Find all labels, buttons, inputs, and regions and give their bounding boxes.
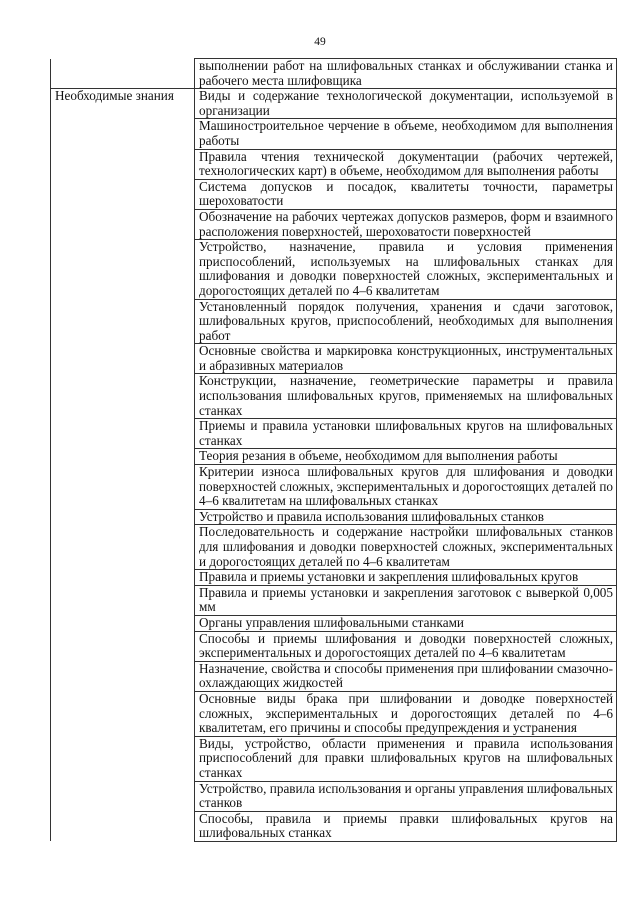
table-row — [51, 89, 617, 119]
knowledge-item: Конструкции, назначение, геометрические параметры и правила использования шлифовальных кругов, применяемых на шлифовальных станках — [195, 374, 617, 419]
table-row — [51, 525, 617, 570]
knowledge-item: Приемы и правила установки шлифовальных кругов на шлифовальных станках — [195, 419, 617, 449]
table-cell-label — [51, 449, 195, 465]
table-cell-label — [51, 615, 195, 631]
table-cell-label — [51, 811, 195, 841]
knowledge-item: Виды, устройство, области применения и правила использования приспособлений для правки шлифовальных кругов на шлифовальных станках — [195, 736, 617, 781]
table-cell-label — [51, 509, 195, 525]
knowledge-item: Виды и содержание технологической документации, используемой в организации — [195, 89, 617, 119]
table-row — [51, 615, 617, 631]
table-row — [51, 179, 617, 209]
table-row — [51, 509, 617, 525]
table-cell-label — [51, 149, 195, 179]
table-row — [51, 449, 617, 465]
table-row — [51, 59, 617, 89]
knowledge-item: Устройство, назначение, правила и условия применения приспособлений, используемых на шлифовальных станках для шлифования и доводки поверхностей сложных, экспериментальных и дорогостоящих деталей по 4–6 квалитетам — [195, 240, 617, 299]
knowledge-item: Правила и приемы установки и закрепления заготовок с выверкой 0,005 мм — [195, 585, 617, 615]
table-cell-label — [51, 661, 195, 691]
knowledge-item: Способы, правила и приемы правки шлифовальных кругов на шлифовальных станках — [195, 811, 617, 841]
table-row — [51, 240, 617, 299]
knowledge-item: Основные свойства и маркировка конструкционных, инструментальных и абразивных материалов — [195, 344, 617, 374]
section-label: Необходимые знания — [51, 89, 195, 119]
table-row — [51, 374, 617, 419]
knowledge-item: Система допусков и посадок, квалитеты точности, параметры шероховатости — [195, 179, 617, 209]
knowledge-item: Устройство, правила использования и органы управления шлифовальных станков — [195, 781, 617, 811]
table-row — [51, 781, 617, 811]
knowledge-item: Критерии износа шлифовальных кругов для шлифования и доводки поверхностей сложных, экспериментальных и дорогостоящих деталей по 4–6 квалитетам на шлифовальных станках — [195, 465, 617, 510]
table-cell-label — [51, 465, 195, 510]
table-cell-label — [51, 240, 195, 299]
knowledge-item: Способы и приемы шлифования и доводки поверхностей сложных, экспериментальных и дорогостоящих деталей по 4–6 квалитетам — [195, 631, 617, 661]
table-row — [51, 209, 617, 239]
table-row — [51, 661, 617, 691]
table-cell-label — [51, 691, 195, 736]
table-cell-label — [51, 631, 195, 661]
table-row — [51, 344, 617, 374]
knowledge-table-container — [50, 58, 616, 842]
table-row — [51, 631, 617, 661]
table-cell-label — [51, 585, 195, 615]
knowledge-item: Последовательность и содержание настройки шлифовальных станков для шлифования и доводки поверхностей сложных, экспериментальных и дорогостоящих деталей по 4–6 квалитетам — [195, 525, 617, 570]
knowledge-item: Основные виды брака при шлифовании и доводке поверхностей сложных, экспериментальных и дорогостоящих деталей по 4–6 квалитетам, его причины и способы предупреждения и устранения — [195, 691, 617, 736]
table-cell-label — [51, 59, 195, 89]
table-row — [51, 585, 617, 615]
table-cell-label — [51, 209, 195, 239]
table-row — [51, 811, 617, 841]
table-cell-label — [51, 374, 195, 419]
table-cell-label — [51, 781, 195, 811]
table-cell-label — [51, 119, 195, 149]
table-row — [51, 691, 617, 736]
knowledge-item: Правила чтения технической документации (рабочих чертежей, технологических карт) в объеме, необходимом для выполнения работы — [195, 149, 617, 179]
table-row — [51, 570, 617, 586]
table-row — [51, 736, 617, 781]
knowledge-item: Машиностроительное черчение в объеме, необходимом для выполнения работы — [195, 119, 617, 149]
table-cell-label — [51, 525, 195, 570]
knowledge-item: Устройство и правила использования шлифовальных станков — [195, 509, 617, 525]
knowledge-item: Обозначение на рабочих чертежах допусков размеров, форм и взаимного расположения поверхностей, шероховатости поверхностей — [195, 209, 617, 239]
knowledge-item: Органы управления шлифовальными станками — [195, 615, 617, 631]
table-row — [51, 419, 617, 449]
table-row — [51, 299, 617, 344]
table-cell-label — [51, 736, 195, 781]
page-number: 49 — [314, 36, 326, 48]
table-cell-content: выполнении работ на шлифовальных станках и обслуживании станка и рабочего места шлифовщика — [195, 59, 617, 89]
knowledge-table-body — [51, 59, 617, 842]
table-row — [51, 119, 617, 149]
table-row — [51, 465, 617, 510]
knowledge-item: Установленный порядок получения, хранения и сдачи заготовок, шлифовальных кругов, приспособлений, необходимых для выполнения работ — [195, 299, 617, 344]
knowledge-table — [50, 58, 617, 842]
table-cell-label — [51, 570, 195, 586]
table-cell-label — [51, 179, 195, 209]
table-row — [51, 149, 617, 179]
knowledge-item: Назначение, свойства и способы применения при шлифовании смазочно-охлаждающих жидкостей — [195, 661, 617, 691]
knowledge-item: Правила и приемы установки и закрепления шлифовальных кругов — [195, 570, 617, 586]
table-cell-label — [51, 299, 195, 344]
knowledge-item: Теория резания в объеме, необходимом для выполнения работы — [195, 449, 617, 465]
table-cell-label — [51, 344, 195, 374]
table-cell-label — [51, 419, 195, 449]
